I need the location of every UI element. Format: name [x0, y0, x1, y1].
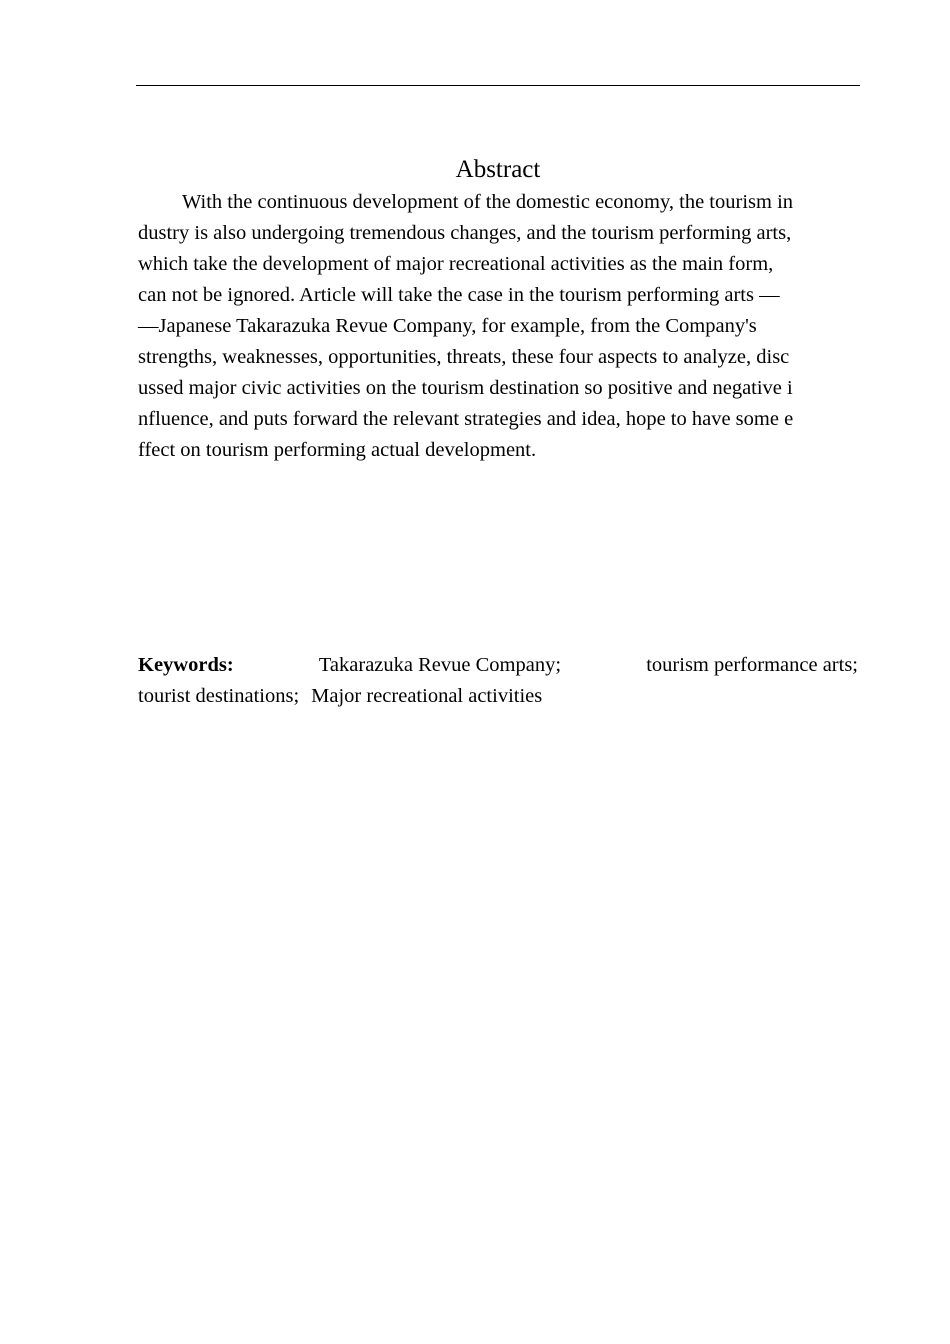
abstract-line: ffect on tourism performing actual development.	[138, 439, 537, 461]
abstract-line: ussed major civic activities on the tourism destination so positive and negative i	[138, 377, 793, 399]
abstract-line: can not be ignored. Article will take the case in the tourism performing arts —	[138, 284, 780, 306]
keywords-row	[138, 681, 858, 712]
keyword-item: tourism performance arts;	[646, 654, 858, 676]
abstract-title: Abstract	[455, 156, 541, 183]
keyword-item: Takarazuka Revue Company;	[318, 654, 562, 676]
abstract-line: nfluence, and puts forward the relevant strategies and idea, hope to have some e	[138, 408, 794, 430]
abstract-line: dustry is also undergoing tremendous changes, and the tourism performing arts,	[138, 222, 792, 244]
keywords-label: Keywords:	[138, 654, 234, 676]
abstract-line: With the continuous development of the domestic economy, the tourism in	[182, 191, 794, 213]
abstract-line: —Japanese Takarazuka Revue Company, for example, from the Company's	[138, 315, 757, 337]
header-rule	[136, 85, 860, 86]
abstract-body	[138, 187, 858, 466]
keywords-row	[138, 650, 858, 681]
abstract-line: strengths, weaknesses, opportunities, threats, these four aspects to analyze, disc	[138, 346, 790, 368]
keyword-item: tourist destinations;	[138, 685, 300, 707]
keyword-item: Major recreational activities	[311, 685, 543, 707]
abstract-line: which take the development of major recreational activities as the main form,	[138, 253, 774, 275]
keywords-section	[138, 650, 858, 712]
